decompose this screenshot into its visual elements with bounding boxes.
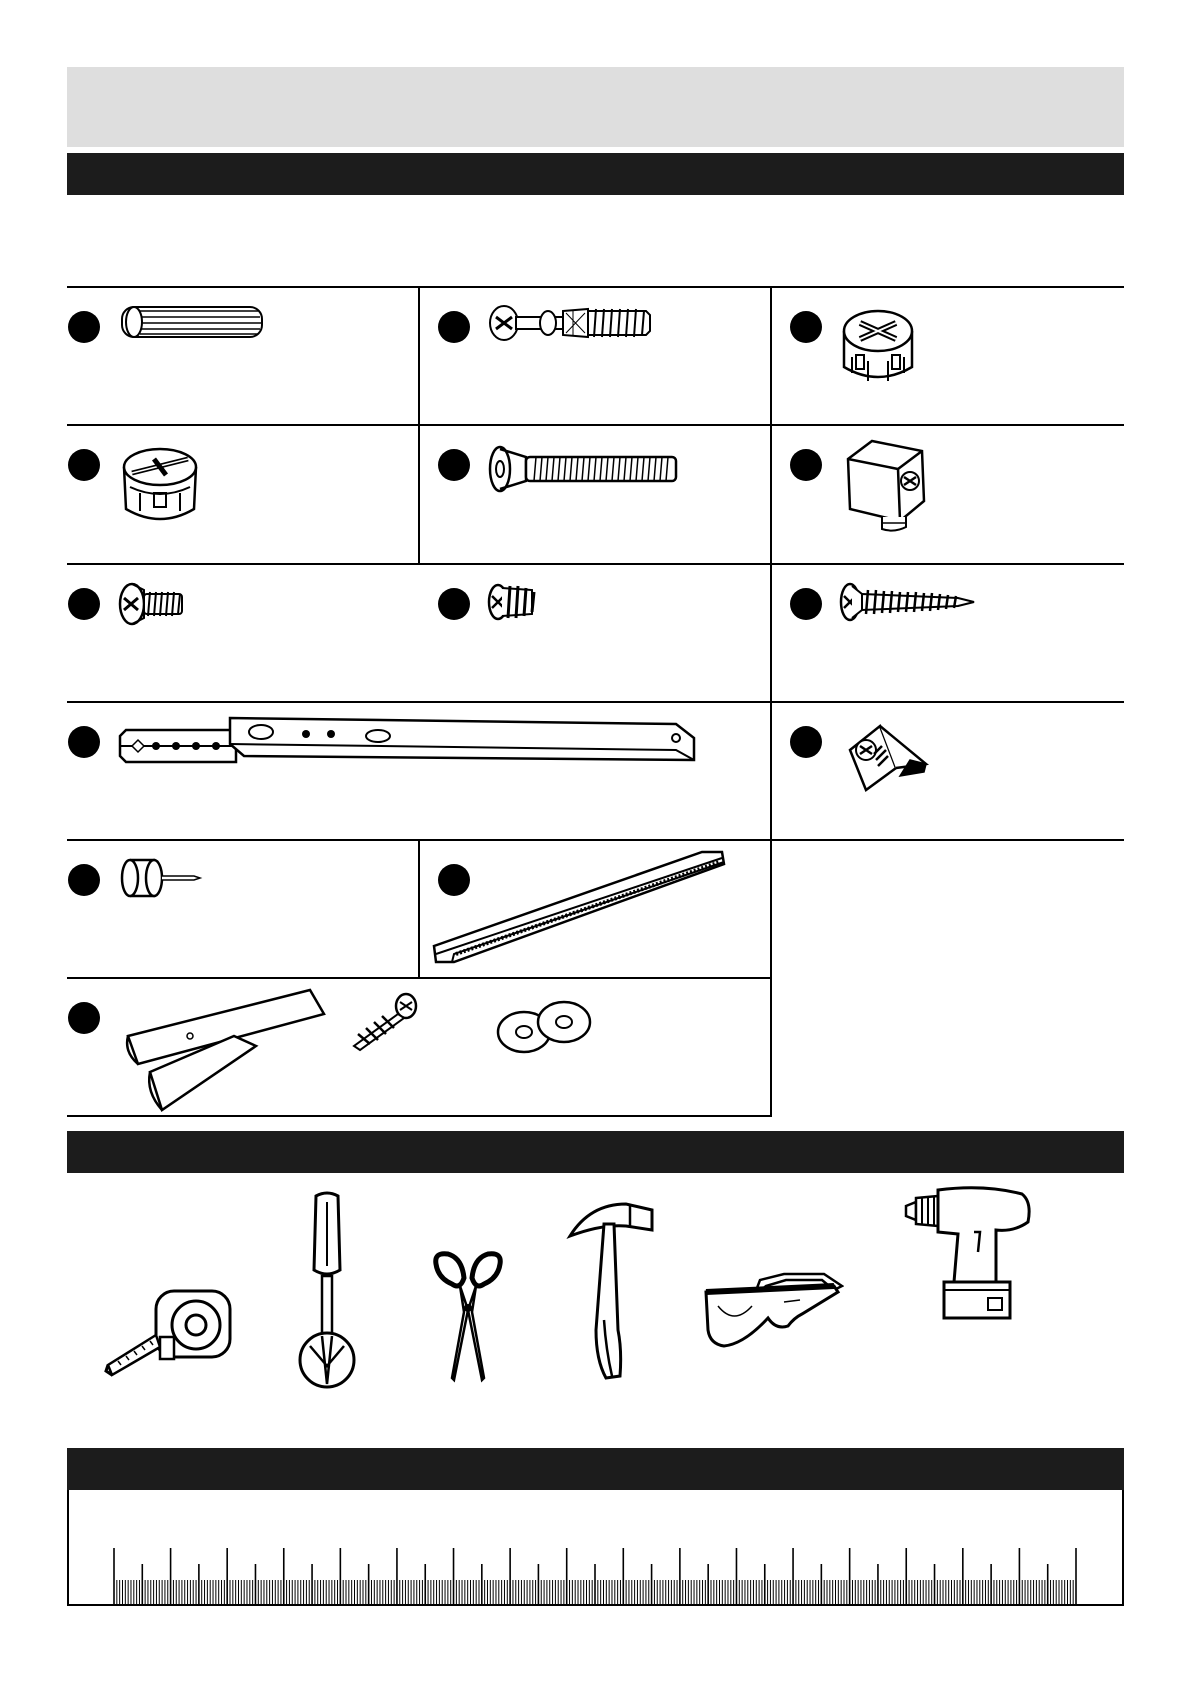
connector-bolt-icon bbox=[488, 443, 688, 503]
fitting-badge bbox=[790, 726, 822, 758]
fitting-badge bbox=[68, 726, 100, 758]
euro-screw-icon bbox=[486, 582, 546, 626]
fitting-badge bbox=[68, 449, 100, 481]
title-band bbox=[67, 67, 1124, 147]
fitting-block-connector bbox=[790, 449, 1110, 549]
fitting-badge bbox=[68, 311, 100, 343]
fitting-connector-bolt bbox=[438, 449, 758, 549]
fitting-dowel bbox=[68, 311, 408, 411]
hammer-icon bbox=[566, 1200, 656, 1382]
glide-tack-icon bbox=[120, 854, 210, 904]
tape-measure-icon bbox=[104, 1285, 234, 1380]
wooden-dowel-icon bbox=[120, 303, 270, 343]
drawer-runner-icon bbox=[116, 716, 716, 776]
safety-glasses-icon bbox=[704, 1266, 844, 1356]
fitting-drawer-runner bbox=[68, 726, 758, 826]
hanging-rail-icon bbox=[432, 850, 728, 970]
fitting-corner-block bbox=[790, 726, 1110, 826]
corner-block-icon bbox=[840, 720, 940, 800]
fitting-glide-tack bbox=[68, 864, 408, 964]
cam-lock-small-icon bbox=[838, 307, 918, 387]
cordless-drill-icon bbox=[904, 1186, 1034, 1322]
cam-lock-large-icon bbox=[118, 445, 202, 529]
fitting-badge bbox=[790, 311, 822, 343]
block-connector-icon bbox=[842, 437, 932, 533]
fitting-cam-lock-small bbox=[790, 311, 1110, 411]
fittings-section-header bbox=[67, 153, 1124, 195]
fitting-badge bbox=[790, 588, 822, 620]
fitting-badge bbox=[438, 311, 470, 343]
fitting-badge bbox=[68, 588, 100, 620]
fitting-cam-lock-large bbox=[68, 449, 408, 549]
scissors-icon bbox=[430, 1250, 506, 1385]
fitting-wood-screw bbox=[790, 588, 1110, 688]
cam-bolt-icon bbox=[488, 303, 658, 347]
fitting-euro-screw bbox=[438, 588, 758, 688]
fitting-badge bbox=[438, 588, 470, 620]
fitting-badge bbox=[790, 449, 822, 481]
tools-section-header bbox=[67, 1131, 1124, 1173]
fitting-badge bbox=[438, 449, 470, 481]
ruler-section-header bbox=[67, 1448, 1124, 1490]
machine-screw-icon bbox=[114, 578, 194, 630]
fitting-badge bbox=[68, 1002, 100, 1034]
screwdriver-icon bbox=[296, 1190, 358, 1390]
fitting-machine-screw bbox=[68, 588, 408, 688]
fitting-wall-strap-kit bbox=[68, 1002, 758, 1112]
fitting-badge bbox=[68, 864, 100, 896]
wall-strap-kit-icon bbox=[124, 988, 684, 1118]
fitting-hanging-rail bbox=[438, 864, 758, 964]
measuring-ruler-icon bbox=[110, 1545, 1080, 1606]
wood-screw-icon bbox=[838, 580, 978, 624]
fitting-cam-bolt bbox=[438, 311, 758, 411]
